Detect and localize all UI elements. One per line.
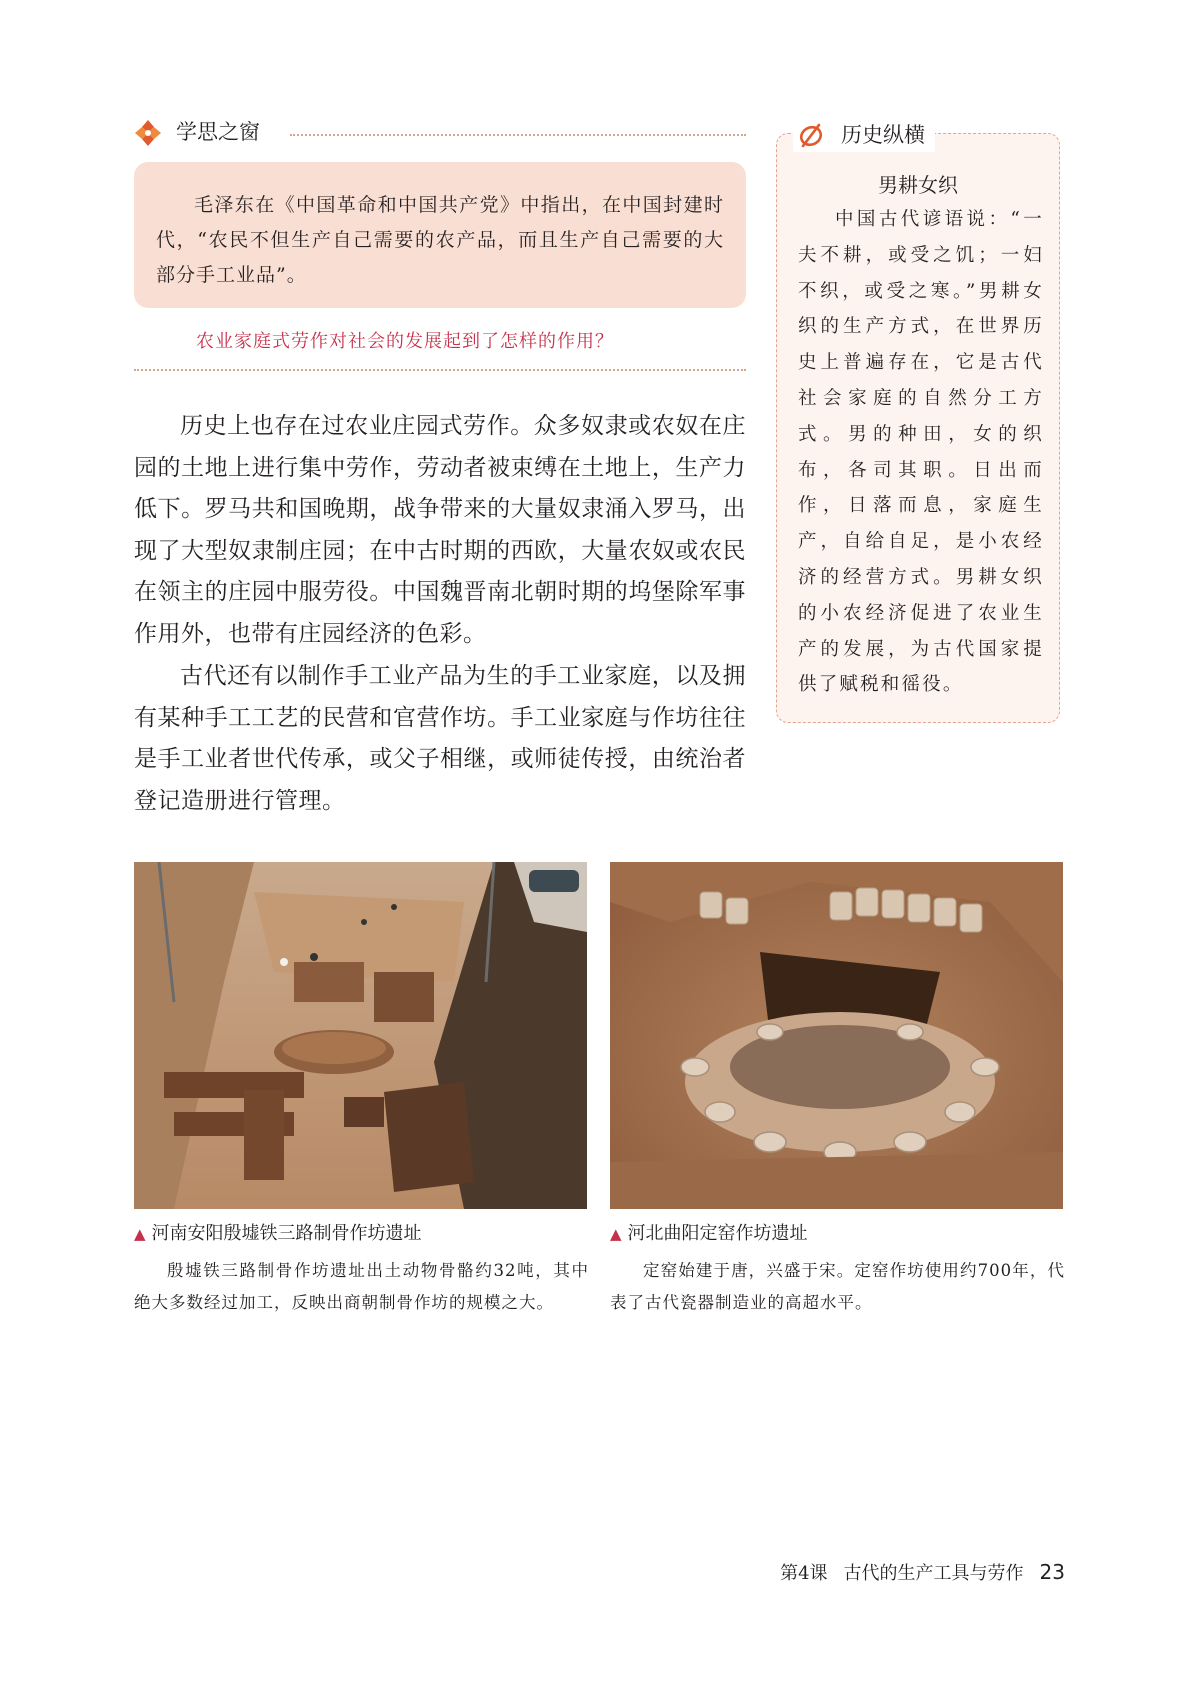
history-panel-title: 历史纵横 <box>841 123 925 147</box>
figure-2-description: 定窑始建于唐，兴盛于宋。定窑作坊使用约700年，代表了古代瓷器制造业的高超水平。 <box>610 1261 1065 1312</box>
think-window-title: 学思之窗 <box>176 120 260 144</box>
figure-1-title <box>134 1222 422 1246</box>
triangle-marker-icon: ▲ <box>610 1225 622 1243</box>
figure-1-description: 殷墟铁三路制骨作坊遗址出土动物骨骼约32吨，其中绝大多数经过加工，反映出商朝制骨作坊的规模之大。 <box>134 1261 589 1312</box>
history-panel-header <box>793 118 935 152</box>
header-divider <box>290 134 746 136</box>
photo-ding-kiln-site <box>610 862 1063 1209</box>
lesson-number: 第4课 <box>780 1563 828 1584</box>
triangle-marker-icon: ▲ <box>134 1225 146 1243</box>
think-window-header <box>134 116 746 150</box>
swirl-icon <box>797 121 825 149</box>
page-number: 23 <box>1039 1560 1065 1584</box>
history-panel-text: 中国古代谚语说：“一夫不耕，或受之饥；一妇不织，或受之寒。”男耕女织的生产方式，在世界历史上普遍存在，它是古代社会家庭的自然分工方式。男的种田，女的织布，各司其职。日出而作，日落而息，家庭生产，自给自足，是小农经济的经营方式。男耕女织的小农经济促进了农业生产的发展，为古代国家提供了赋税和徭役。 <box>798 209 1044 696</box>
figure-2-title-text: 河北曲阳定窑作坊遗址 <box>627 1223 808 1244</box>
discussion-question: 农业家庭式劳作对社会的发展起到了怎样的作用？ <box>196 331 614 352</box>
figure-1-title-text: 河南安阳殷墟铁三路制骨作坊遗址 <box>151 1223 422 1244</box>
figure-2-title <box>610 1222 808 1246</box>
quote-box <box>134 162 746 308</box>
quote-text: 毛泽东在《中国革命和中国共产党》中指出，在中国封建时代，“农民不但生产自己需要的农产品，而且生产自己需要的大部分手工业品”。 <box>156 194 724 286</box>
body-paragraph-1: 历史上也存在过农业庄园式劳作。众多奴隶或农奴在庄园的土地上进行集中劳作，劳动者被束缚在土地上，生产力低下。罗马共和国晚期，战争带来的大量奴隶涌入罗马，出现了大型奴隶制庄园；在中古时期的西欧，大量农奴或农民在领主的庄园中服劳役。中国魏晋南北朝时期的坞堡除军事作用外，也带有庄园经济的色彩。 <box>134 413 746 647</box>
question-divider <box>134 369 746 371</box>
page-footer <box>780 1560 1065 1586</box>
diamond-flower-icon <box>134 119 162 147</box>
body-paragraph-2: 古代还有以制作手工业产品为生的手工业家庭，以及拥有某种手工工艺的民营和官营作坊。手工业家庭与作坊往往是手工业者世代传承，或父子相继，或师徒传授，由统治者登记造册进行管理。 <box>134 663 746 814</box>
lesson-title: 古代的生产工具与劳作 <box>843 1563 1024 1584</box>
history-panel-subtitle: 男耕女织 <box>878 173 958 197</box>
photo-bone-workshop-site <box>134 862 587 1209</box>
